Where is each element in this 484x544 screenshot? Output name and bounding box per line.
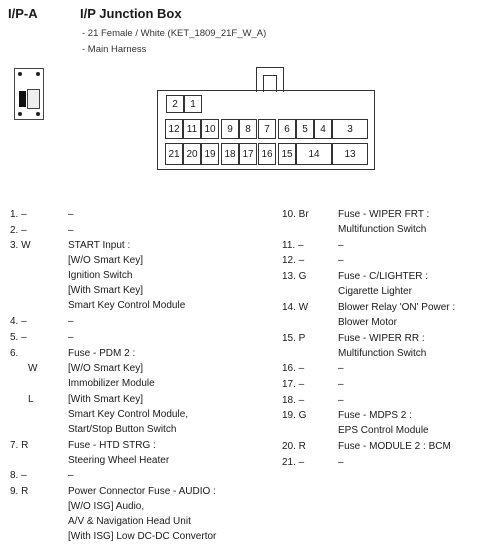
left-desc-10-3: [With ISG] Low DC-DC Convertor [68,531,217,542]
connector-pin-16: 16 [258,143,276,165]
left-desc-2-3: [With Smart Key] [68,285,144,297]
connector-pin-15: 15 [278,143,296,165]
left-desc-7-2: Start/Stop Button Switch [68,423,177,435]
connector-pin-20: 20 [183,143,201,165]
left-pin-5: 6. [10,347,19,359]
left-desc-7-0: [With Smart Key] [68,393,144,405]
right-pin-5: 15. P [282,332,306,344]
connector-pin-17: 17 [239,143,257,165]
connector-pin-3: 3 [332,119,368,139]
connector-latch [256,67,284,92]
left-desc-8-1: Steering Wheel Heater [68,454,170,466]
connector-pin-10: 10 [201,119,219,139]
connector-pin-14: 14 [296,143,332,165]
right-desc-3-0: Fuse - C/LIGHTER : [338,271,429,283]
connector-pin-19: 19 [201,143,219,165]
right-pin-6: 16. – [282,363,305,375]
connector-pin-2: 2 [166,95,184,113]
left-pin-1: 2. – [10,224,27,236]
left-desc-4-0: – [68,331,74,343]
connector-pin-18: 18 [221,143,239,165]
connector-pin-1: 1 [184,95,202,113]
connector-code: I/P-A [8,6,38,21]
left-desc-2-2: Ignition Switch [68,270,133,282]
left-desc-7-1: Smart Key Control Module, [68,408,189,420]
right-desc-1-0: – [338,239,344,251]
right-desc-7-0: – [338,378,344,390]
left-desc-8-0: Fuse - HTD STRG : [68,439,156,451]
right-desc-4-1: Blower Motor [338,316,397,328]
right-desc-0-0: Fuse - WIPER FRT : [338,209,430,220]
right-pin-7: 17. – [282,378,305,390]
connector-face [157,90,375,170]
left-pin-7: L [28,393,34,405]
page-title: I/P Junction Box [80,6,182,21]
connector-pin-9: 9 [221,119,239,139]
connector-pin-11: 11 [183,119,201,139]
right-desc-6-0: – [338,363,344,375]
left-desc-2-4: Smart Key Control Module [68,300,186,312]
connector-pin-7: 7 [258,119,276,139]
left-desc-9-0: – [68,470,74,482]
connector-pin-6: 6 [278,119,296,139]
left-desc-10-2: A/V & Navigation Head Unit [68,516,191,527]
left-pin-4: 5. – [10,331,27,343]
connector-pin-13: 13 [332,143,368,165]
left-desc-6-1: Immobilizer Module [68,378,155,390]
left-desc-3-0: – [68,316,74,328]
connector-pin-8: 8 [239,119,257,139]
right-desc-0-1: Multifunction Switch [338,224,427,235]
right-desc-3-1: Cigarette Lighter [338,286,412,298]
left-desc-10-0: Power Connector Fuse - AUDIO : [68,486,216,497]
left-pin-2: 3. W [10,240,31,252]
left-pin-6: W [28,363,38,375]
right-desc-10-0: Fuse - MODULE 2 : BCM [338,441,451,452]
right-pin-4: 14. W [282,301,309,313]
left-desc-0-0: – [68,209,74,220]
connector-pin-12: 12 [165,119,183,139]
left-desc-10-1: [W/O ISG] Audio, [68,501,145,512]
left-desc-2-1: [W/O Smart Key] [68,255,144,267]
right-pin-3: 13. G [282,271,307,283]
right-desc-4-0: Blower Relay 'ON' Power : [338,301,456,313]
connector-pin-21: 21 [165,143,183,165]
connector-pin-4: 4 [314,119,332,139]
right-pin-2: 12. – [282,255,305,267]
left-pin-10: 9. R [10,486,29,497]
right-desc-2-0: – [338,255,344,267]
right-pin-0: 10. Br [282,209,309,220]
left-pin-9: 8. – [10,470,27,482]
right-pin-10: 20. R [282,441,306,452]
right-desc-9-0: Fuse - MDPS 2 : [338,410,412,422]
left-pin-0: 1. – [10,209,27,220]
right-desc-5-0: Fuse - WIPER RR : [338,332,425,344]
left-desc-2-0: START Input : [68,240,131,252]
right-desc-9-1: EPS Control Module [338,425,429,437]
junction-box-location-icon [14,68,44,120]
left-pin-3: 4. – [10,316,27,328]
right-pin-8: 18. – [282,394,305,406]
left-desc-1-0: – [68,224,74,236]
harness-label: - Main Harness [82,44,147,55]
connector-pin-5: 5 [296,119,314,139]
right-pin-11: 21. – [282,456,305,468]
right-desc-8-0: – [338,394,344,406]
connector-spec: - 21 Female / White (KET_1809_21F_W_A) [82,28,267,39]
right-desc-5-1: Multifunction Switch [338,347,427,359]
right-desc-11-0: – [338,456,344,468]
left-desc-5-0: Fuse - PDM 2 : [68,347,136,359]
right-pin-1: 11. – [282,239,304,251]
left-desc-6-0: [W/O Smart Key] [68,363,144,375]
right-pin-9: 19. G [282,410,307,422]
left-pin-8: 7. R [10,439,29,451]
